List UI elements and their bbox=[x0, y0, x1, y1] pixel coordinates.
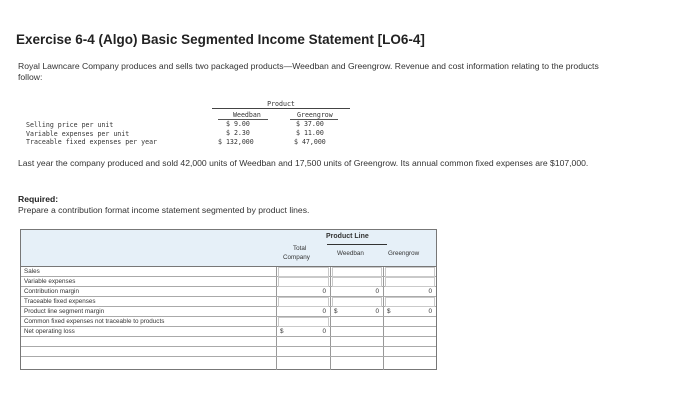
row-label-variable-expenses: Variable expenses per unit bbox=[26, 130, 130, 138]
greengrow-header: Greengrow bbox=[388, 250, 420, 257]
weedban-header: Weedban bbox=[337, 250, 364, 257]
row-divider bbox=[21, 336, 436, 337]
page-title: Exercise 6-4 (Algo) Basic Segmented Income Statement [LO6-4] bbox=[16, 32, 425, 47]
row-divider bbox=[21, 316, 436, 317]
variable-expenses-total-input[interactable] bbox=[278, 277, 329, 287]
weedban-selling-price: $ 9.00 bbox=[226, 120, 250, 128]
column-divider bbox=[330, 266, 331, 370]
row-label-contribution-margin: Contribution margin bbox=[24, 288, 79, 295]
column-divider bbox=[383, 266, 384, 370]
segment-margin-greengrow-dollar: $ bbox=[387, 308, 391, 315]
product-line-header-rule bbox=[327, 244, 387, 245]
net-operating-loss-total: 0 bbox=[322, 328, 326, 335]
weedban-traceable-fixed: $ 132,000 bbox=[218, 138, 254, 146]
row-label-sales: Sales bbox=[24, 268, 40, 275]
contribution-margin-total: 0 bbox=[322, 288, 326, 295]
greengrow-column-header: Greengrow bbox=[297, 111, 333, 119]
greengrow-selling-price: $ 37.00 bbox=[296, 120, 324, 128]
row-label-selling-price: Selling price per unit bbox=[26, 121, 114, 129]
row-label-variable-expenses: Variable expenses bbox=[24, 278, 76, 285]
row-divider bbox=[21, 346, 436, 347]
greengrow-traceable-fixed: $ 47,000 bbox=[294, 138, 326, 146]
row-divider bbox=[21, 326, 436, 327]
intro-paragraph: Royal Lawncare Company produces and sells two packaged products—Weedban and Greengrow. Revenue and cost information relating to the products follow: bbox=[18, 61, 599, 82]
traceable-fixed-weedban-input[interactable] bbox=[332, 297, 382, 307]
product-line-header: Product Line bbox=[326, 233, 369, 240]
row-label-common-fixed-expenses: Common fixed expenses not traceable to products bbox=[24, 318, 165, 325]
row-label-net-operating-loss: Net operating loss bbox=[24, 328, 75, 335]
weedban-variable-expenses: $ 2.30 bbox=[226, 129, 250, 137]
row-label-traceable-fixed: Traceable fixed expenses per year bbox=[26, 138, 158, 146]
total-header-line1: Total bbox=[293, 245, 307, 252]
sales-weedban-input[interactable] bbox=[332, 267, 382, 277]
net-operating-loss-dollar: $ bbox=[280, 328, 284, 335]
traceable-fixed-total-input[interactable] bbox=[278, 297, 329, 307]
row-divider bbox=[21, 356, 436, 357]
row-label-traceable-fixed-expenses: Traceable fixed expenses bbox=[24, 298, 96, 305]
greengrow-variable-expenses: $ 11.00 bbox=[296, 129, 324, 137]
sales-greengrow-input[interactable] bbox=[385, 267, 435, 277]
income-statement-table bbox=[20, 229, 437, 370]
sales-total-input[interactable] bbox=[278, 267, 329, 277]
segment-margin-greengrow: 0 bbox=[428, 308, 432, 315]
contribution-margin-weedban: 0 bbox=[375, 288, 379, 295]
segment-margin-total: 0 bbox=[322, 308, 326, 315]
variable-expenses-weedban-input[interactable] bbox=[332, 277, 382, 287]
segment-margin-weedban: 0 bbox=[375, 308, 379, 315]
required-instructions: Prepare a contribution format income statement segmented by product lines. bbox=[18, 205, 310, 215]
product-header: Product bbox=[267, 100, 295, 108]
weedban-column-header: Weedban bbox=[233, 111, 261, 119]
traceable-fixed-greengrow-input[interactable] bbox=[385, 297, 435, 307]
common-fixed-total-input[interactable] bbox=[278, 317, 329, 327]
variable-expenses-greengrow-input[interactable] bbox=[385, 277, 435, 287]
column-divider bbox=[276, 266, 277, 370]
units-paragraph: Last year the company produced and sold 42,000 units of Weedban and 17,500 units of Greengrow. Its annual common fixed expenses are $107,000. bbox=[18, 158, 589, 168]
table-header-band bbox=[21, 230, 436, 266]
segment-margin-weedban-dollar: $ bbox=[334, 308, 338, 315]
total-header-line2: Company bbox=[283, 254, 310, 261]
contribution-margin-greengrow: 0 bbox=[428, 288, 432, 295]
row-label-segment-margin: Product line segment margin bbox=[24, 308, 105, 315]
required-label: Required: bbox=[18, 194, 59, 204]
product-header-rule bbox=[212, 108, 350, 109]
